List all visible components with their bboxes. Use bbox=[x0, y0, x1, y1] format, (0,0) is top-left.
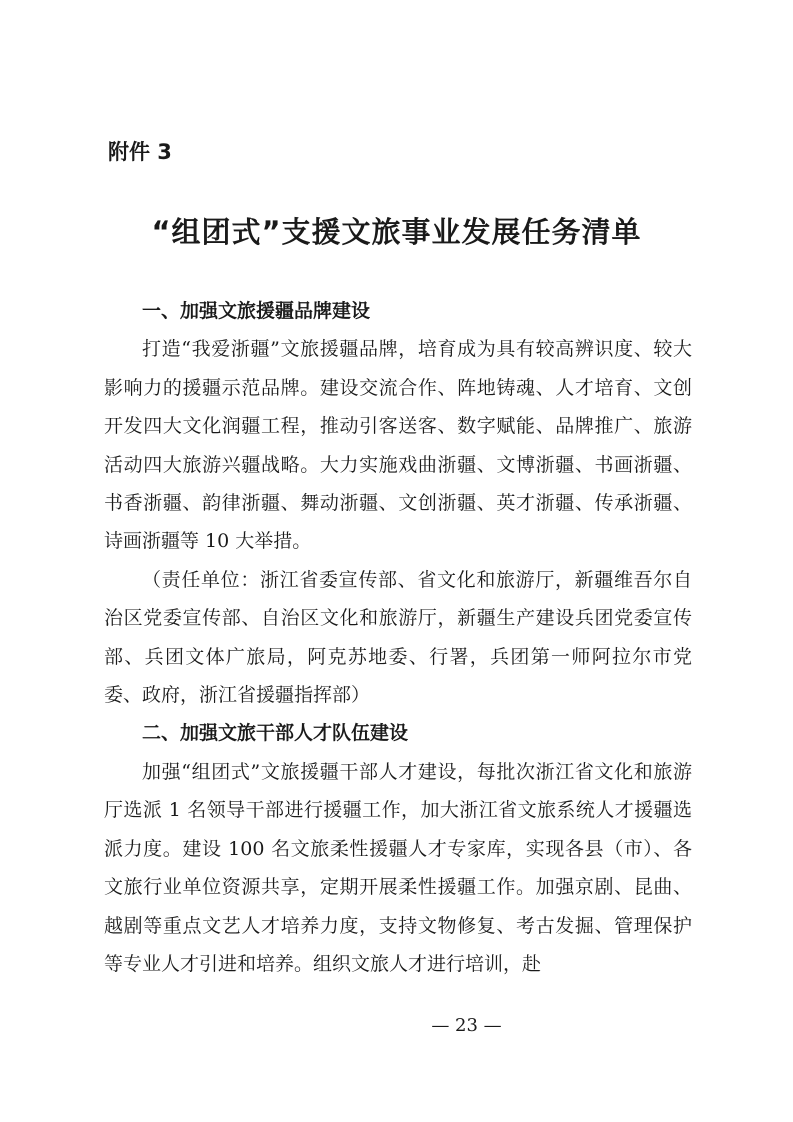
section-heading-2: 二、加强文旅干部人才队伍建设 bbox=[142, 722, 409, 745]
attachment-label: 附件 3 bbox=[108, 140, 172, 164]
document-body bbox=[104, 292, 692, 983]
section-1-responsible-units: （责任单位：浙江省委宣传部、省文化和旅游厅，新疆维吾尔自治区党委宣传部、自治区文化和旅游厅，新疆生产建设兵团党委宣传部、兵团文体广旅局，阿克苏地委、行署，兵团第一师阿拉尔市党委、政府，浙江省援疆指挥部） bbox=[104, 568, 692, 707]
section-2-paragraph-1: 加强“组团式”文旅援疆干部人才建设，每批次浙江省文化和旅游厅选派 1 名领导干部进行援疆工作，加大浙江省文旅系统人才援疆选派力度。建设 100 名文旅柔性援疆人才专家库，实现各县（市）、各文旅行业单位资源共享，定期开展柔性援疆工作。加强京剧、昆曲、越剧等重点文艺人才培养力度，支持文物修复、考古发掘、管理保护等专业人才引进和培养。组织文旅人才进行培训，赴 bbox=[104, 760, 692, 975]
document-title: “组团式”支援文旅事业发展任务清单 bbox=[151, 215, 642, 249]
section-heading-1: 一、加强文旅援疆品牌建设 bbox=[142, 300, 371, 322]
page-number: — 23 — bbox=[431, 1015, 502, 1036]
section-1-paragraph-1: 打造“我爱浙疆”文旅援疆品牌，培育成为具有较高辨识度、较大影响力的援疆示范品牌。建设交流合作、阵地铸魂、人才培育、文创开发四大文化润疆工程，推动引客送客、数字赋能、品牌推广、旅游活动四大旅游兴疆战略。大力实施戏曲浙疆、文博浙疆、书画浙疆、书香浙疆、韵律浙疆、舞动浙疆、文创浙疆、英才浙疆、传承浙疆、诗画浙疆等 10 大举措。 bbox=[104, 338, 692, 553]
